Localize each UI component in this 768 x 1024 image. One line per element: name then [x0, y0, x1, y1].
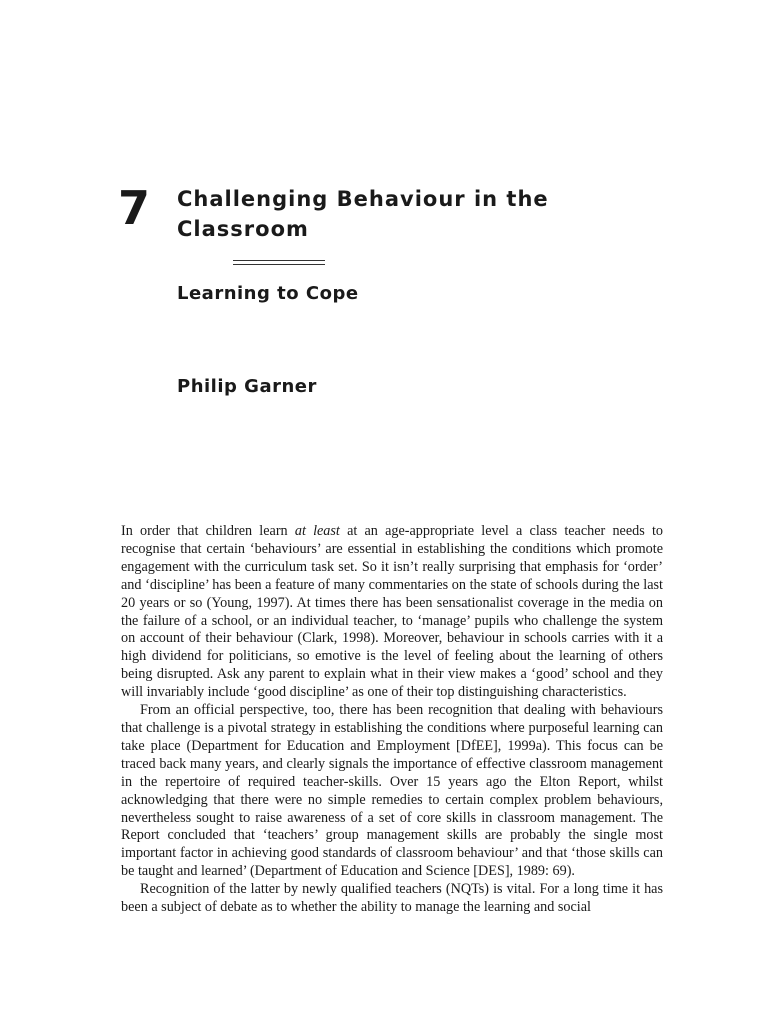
chapter-subtitle: Learning to Cope [177, 283, 359, 304]
chapter-title: Challenging Behaviour in the Classroom [177, 187, 549, 241]
body-text [121, 523, 663, 917]
paragraph-2: From an official perspective, too, there has been recognition that dealing with behaviours that challenge is a pivotal strategy in establishing the conditions where purposeful learning can take place (Department for Education and Employment [DfEE], 1999a). This focus can be traced back many years, and clearly signals the importance of effective classroom management in the repertoire of required teacher-skills. Over 15 years ago the Elton Report, whilst acknowledging that there were no simple remedies to certain complex problem behaviours, nevertheless sought to raise awareness of a set of core skills in classroom management. The Report concluded that ‘teachers’ group management skills are probably the single most important factor in achieving good standards of classroom behaviour’ and that ‘those skills can be taught and learned’ (Department of Education and Science [DES], 1989: 69). [121, 702, 663, 880]
title-divider-bottom [233, 264, 325, 265]
paragraph-1-start: In order that children learn [121, 523, 295, 539]
chapter-number: 7 [118, 181, 151, 235]
author-name: Philip Garner [177, 376, 317, 397]
paragraph-1-rest: at an age-appropriate level a class teacher needs to recognise that certain ‘behaviours’ are essential in establishing the conditions which promote engagement with the curriculum task set. So it isn’t really surprising that emphasis for ‘order’ and ‘discipline’ has been a feature of many commentaries on the state of schools during the last 20 years or so (Young, 1997). At times there has been sensationalist coverage in the media on the failure of a school, or an individual teacher, to ‘manage’ pupils who challenge the system on account of their behaviour (Clark, 1998). Moreover, behaviour in schools carries with it a high dividend for politicians, so emotive is the level of feeling about the learning of others being disrupted. Ask any parent to explain what in their view makes a ‘good’ school and they will invariably include ‘good discipline’ as one of their top distinguishing characteristics. [121, 523, 663, 701]
paragraph-3: Recognition of the latter by newly qualified teachers (NQTs) is vital. For a long time it has been a subject of debate as to whether the ability to manage the learning and social [121, 881, 663, 916]
paragraph-1-emphasis: at least [294, 523, 340, 539]
title-divider-top [233, 260, 325, 261]
paragraph-1 [121, 523, 663, 702]
